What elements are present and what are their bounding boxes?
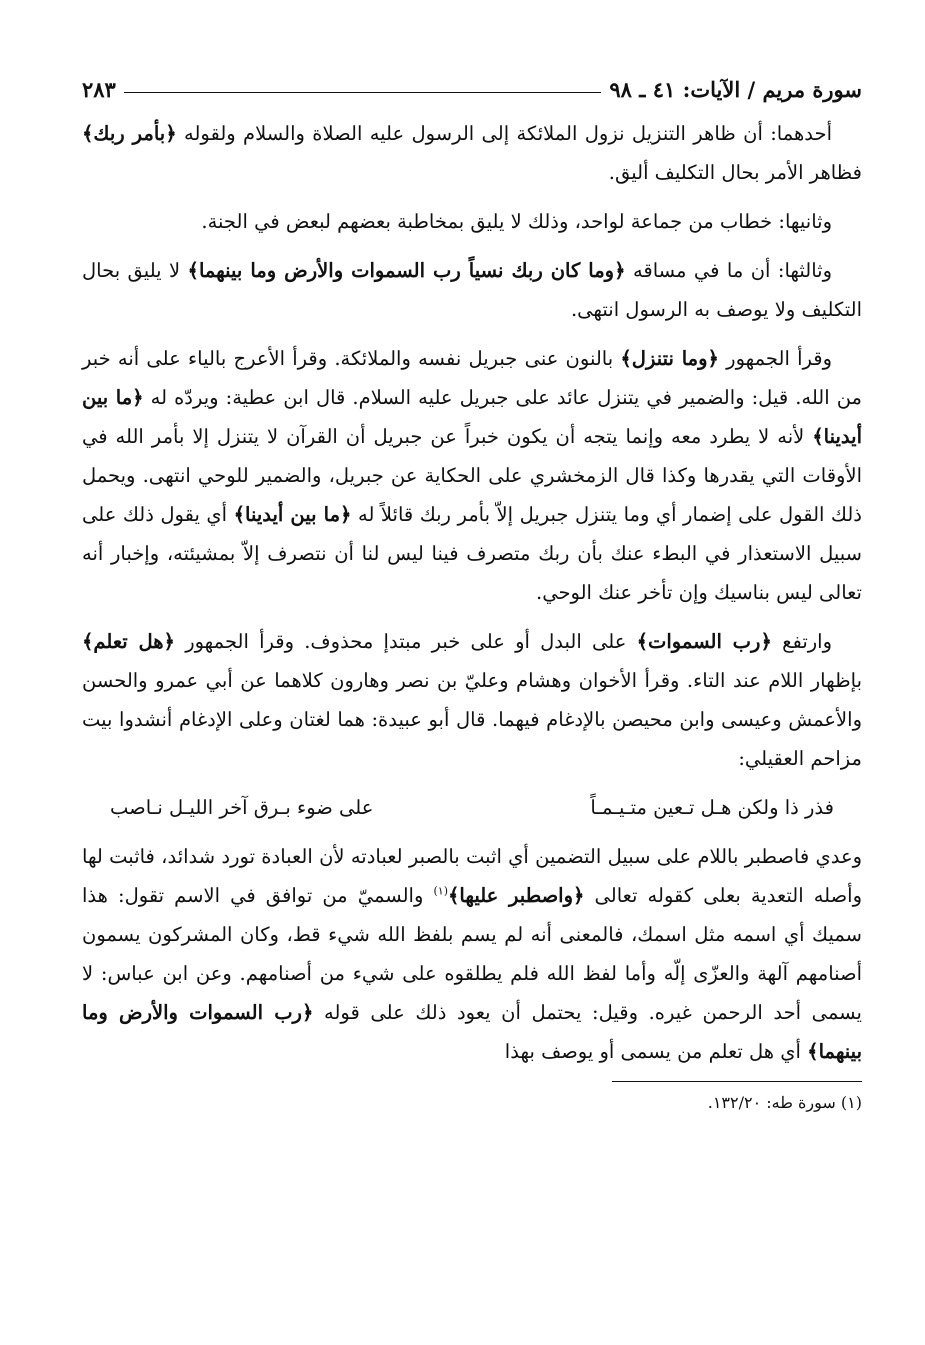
verse-first-hemistich: فذر ذا ولكن هـل تـعين متـيـمـاً bbox=[590, 796, 834, 819]
footnote: (١) سورة طه: ١٣٢/٢٠. bbox=[707, 1093, 862, 1112]
book-page bbox=[82, 62, 862, 1116]
footnote-rule bbox=[612, 1081, 862, 1082]
surah-title: سورة مريم / الآيات: ٤١ ـ ٩٨ bbox=[609, 77, 862, 102]
text-run: وقرأ الجمهور bbox=[718, 347, 832, 370]
quran-quote: ﴿بأمر ربك﴾ bbox=[82, 122, 177, 145]
text-run: وثالثها: أن ما في مساقه bbox=[625, 259, 832, 282]
text-run: أي هل تعلم من يسمى أو يوصف بهذا bbox=[504, 1040, 808, 1063]
paragraph-third-reason bbox=[82, 251, 862, 329]
text-run: وعدي فاصطبر باللام على سبيل التضمين أي اثبت بالصبر لعبادته لأن العبادة تورد شدائد، فاثبت لها وأصله التعدية بعلى كقوله تعالى bbox=[82, 845, 862, 907]
quran-quote: ﴿هل تعلم﴾ bbox=[82, 630, 175, 653]
poetry-verse bbox=[82, 788, 862, 827]
text-run: على البدل أو على خبر مبتدإ محذوف. وقرأ الجمهور bbox=[174, 630, 637, 653]
footnote-marker[interactable]: (١) bbox=[433, 884, 448, 898]
verse-second-hemistich: على ضوء بـرق آخر الليـل نـاصب bbox=[110, 796, 374, 819]
quran-quote: ﴿وما كان ربك نسياً رب السموات والأرض وما بينهما﴾ bbox=[187, 259, 626, 282]
text-run: لأنه لا يطرد معه وإنما يتجه أن يكون خبراً عن جبريل أن القرآن لا يتنزل إلا بأمر الله في الأوقات التي يقدرها وكذا قال الزمخشري على الحكاية عن جبريل، والضمير للوحي انتهى. ويحمل ذلك القول على إضمار أي وما يتنزل جبريل إلاّ بأمر ربك قائلاً له bbox=[82, 425, 862, 526]
quran-quote: ﴿رب السموات﴾ bbox=[636, 630, 772, 653]
paragraph-second-reason bbox=[82, 202, 862, 241]
paragraph-first-reason bbox=[82, 114, 862, 192]
text-run: لا يليق بحال التكليف ولا يوصف به الرسول انتهى. bbox=[82, 259, 862, 321]
running-header bbox=[82, 62, 862, 100]
text-run: والسميّ من توافق في الاسم تقول: هذا سميك أي اسمه مثل اسمك، فالمعنى أنه لم يسم بلفظ الله شيء قط، وكان المشركون يسمون أصنامهم آلهة والعزّى إلّه وأما لفظ الله فلم يطلقوه على شيء من أصنامهم. وعن ابن عباس: لا يسمى أحد الرحمن غيره. وقيل: يحتمل أن يعود ذلك على قوله bbox=[82, 884, 862, 1024]
quran-quote: ﴿واصطبر عليها﴾ bbox=[447, 884, 585, 907]
quran-quote: ﴿وما نتنزل﴾ bbox=[620, 347, 719, 370]
text-run: بإظهار اللام عند التاء. وقرأ الأخوان وهشام وعليّ بن نصر وهارون كلاهما عن أبي عمرو والحسن والأعمش وعيسى وابن محيصن بالإدغام فيهما. قال أبو عبيدة: هما لغتان وعلى الإدغام أنشدوا بيت مزاحم العقيلي: bbox=[82, 669, 862, 770]
body-text bbox=[82, 114, 862, 1071]
quran-quote: ﴿ما بين أيدينا﴾ bbox=[82, 386, 862, 448]
header-rule bbox=[124, 92, 602, 93]
page-number: ٢٨٣ bbox=[82, 77, 116, 102]
text-run: وارتفع bbox=[771, 630, 833, 653]
text-run: أحدهما: أن ظاهر التنزيل نزول الملائكة إلى الرسول عليه الصلاة والسلام ولقوله bbox=[176, 122, 832, 145]
paragraph-recitation bbox=[82, 339, 862, 612]
paragraph-grammar bbox=[82, 622, 862, 778]
paragraph-patience bbox=[82, 837, 862, 1071]
quran-quote: ﴿ما بين أيدينا﴾ bbox=[233, 503, 352, 526]
quran-quote: ﴿رب السموات والأرض وما بينهما﴾ bbox=[82, 1001, 862, 1063]
text-run: أي يقول ذلك على سبيل الاستعذار في البطء عنك بأن ربك متصرف فينا ليس لنا أن نتصرف إلاّ بمشيئته، وإخبار أنه تعالى ليس بناسيك وإن تأخر عنك الوحي. bbox=[82, 503, 862, 604]
text-run: بالنون عنى جبريل نفسه والملائكة. وقرأ الأعرج بالياء على أنه خبر من الله. قيل: والضمير في يتنزل عائد على جبريل عليه السلام. قال ابن عطية: ويردّه له bbox=[82, 347, 862, 409]
text-run: فظاهر الأمر بحال التكليف أليق. bbox=[608, 161, 862, 184]
text-run: وثانيها: خطاب من جماعة لواحد، وذلك لا يليق بمخاطبة بعضهم لبعض في الجنة. bbox=[201, 210, 832, 233]
